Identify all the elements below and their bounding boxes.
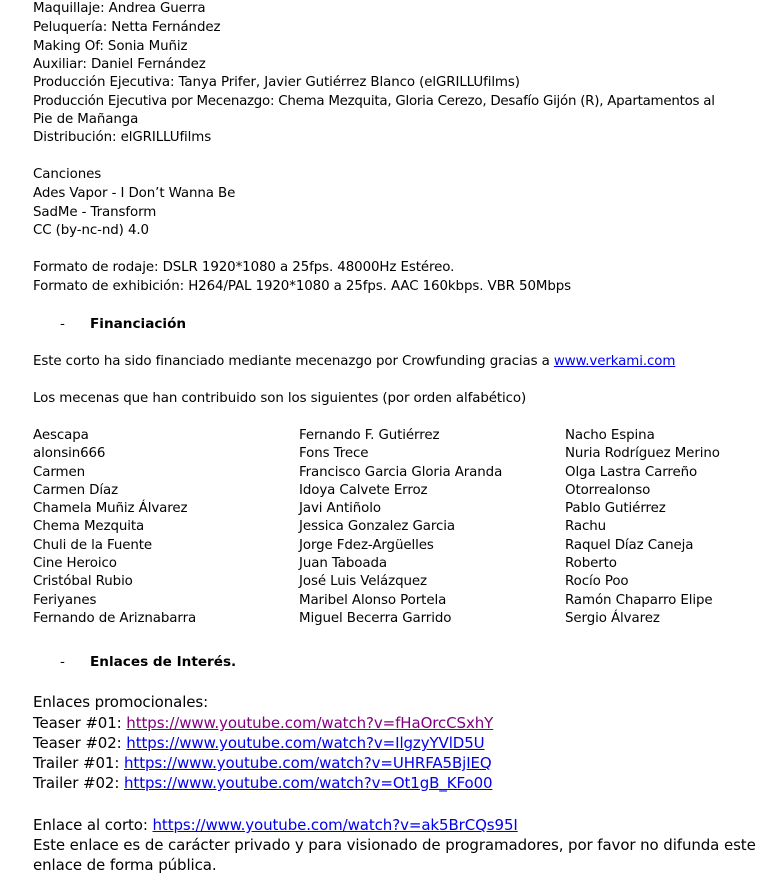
patron-name: Cine Heroico xyxy=(33,556,117,572)
patron-name: Fernando F. Gutiérrez xyxy=(299,428,440,443)
patron-name: Nacho Espina xyxy=(565,428,655,443)
patron-name: Pablo Gutiérrez xyxy=(565,501,666,517)
credit-assistant: Auxiliar: Daniel Fernández xyxy=(33,57,206,72)
patron-name: Sergio Álvarez xyxy=(565,610,660,626)
patron-name: Carmen Díaz xyxy=(33,482,119,498)
patron-name: Idoya Calvete Erroz xyxy=(299,482,428,498)
financing-heading-text: Financiación xyxy=(90,316,187,332)
song-license: CC (by-nc-nd) 4.0 xyxy=(33,223,149,238)
short-film-link[interactable]: https://www.youtube.com/watch?v=ak5BrCQs95I xyxy=(152,816,518,834)
patron-name: José Luis Velázquez xyxy=(299,574,427,590)
financing-text-prefix: Este corto ha sido financiado mediante mecenazgo por Crowfunding gracias a xyxy=(33,354,554,369)
patron-name: Maribel Alonso Portela xyxy=(299,592,447,608)
patron-name: Olga Lastra Carreño xyxy=(565,464,698,480)
promo-link-label: Trailer #02: xyxy=(33,774,124,792)
patron-name: Jorge Fdez-Argüelles xyxy=(299,537,434,553)
promo-link-label: Teaser #01: xyxy=(33,714,127,732)
credit-hair: Peluquería: Netta Fernández xyxy=(33,20,221,35)
credit-executive-production: Producción Ejecutiva: Tanya Prifer, Javier Gutiérrez Blanco (elGRILLUfilms) xyxy=(33,75,520,90)
promo-link-row xyxy=(33,713,493,733)
patron-name: Miguel Becerra Garrido xyxy=(299,610,452,626)
credit-makeup: Maquillaje: Andrea Guerra xyxy=(33,1,206,16)
teaser-01-link[interactable]: https://www.youtube.com/watch?v=fHaOrcCSxhY xyxy=(126,714,494,732)
promo-link-row xyxy=(33,733,485,753)
patron-name: Jessica Gonzalez Garcia xyxy=(299,519,456,535)
patron-name: Chuli de la Fuente xyxy=(33,537,153,553)
credit-crowdfunding-production: Producción Ejecutiva por Mecenazgo: Chema Mezquita, Gloria Cerezo, Desafío Gijón (R), Apartamentos al xyxy=(33,94,715,109)
patrons-column-1 xyxy=(33,427,196,628)
links-heading-text: Enlaces de Interés. xyxy=(90,654,237,670)
short-link-label: Enlace al corto: xyxy=(33,816,153,834)
song-2: SadMe - Transform xyxy=(33,205,157,220)
credit-making-of: Making Of: Sonia Muñiz xyxy=(33,39,188,54)
trailer-02-link[interactable]: https://www.youtube.com/watch?v=Ot1gB_KFo00 xyxy=(124,774,493,792)
bullet-dash: - xyxy=(60,316,65,332)
patron-name: Juan Taboada xyxy=(299,556,387,572)
financing-heading xyxy=(60,315,186,333)
patrons-intro: Los mecenas que han contribuido son los siguientes (por orden alfabético) xyxy=(33,391,527,406)
private-notice-line-2: enlace de forma pública. xyxy=(33,856,217,874)
trailer-01-link[interactable]: https://www.youtube.com/watch?v=UHRFA5BjIEQ xyxy=(124,754,492,772)
shooting-format: Formato de rodaje: DSLR 1920*1080 a 25fps. 48000Hz Estéreo. xyxy=(33,260,455,275)
patron-name: Raquel Díaz Caneja xyxy=(565,537,694,553)
patrons-column-2 xyxy=(299,427,502,628)
patron-name: Javi Antiñolo xyxy=(299,501,381,517)
patron-name: Fernando de Ariznabarra xyxy=(33,610,197,626)
patron-name: Aescapa xyxy=(33,428,89,443)
patron-name: Rocío Poo xyxy=(565,574,629,590)
songs-title: Canciones xyxy=(33,167,102,182)
private-notice-line-1: Este enlace es de carácter privado y para visionado de programadores, por favor no difunda este xyxy=(33,836,756,854)
patrons-column-3 xyxy=(565,427,720,628)
patron-name: Ramón Chaparro Elipe xyxy=(565,592,713,608)
verkami-link[interactable]: www.verkami.com xyxy=(553,354,676,369)
promo-link-label: Trailer #01: xyxy=(33,754,124,772)
credit-crowdfunding-production-cont: Pie de Mañanga xyxy=(33,112,139,127)
patron-name: Rachu xyxy=(565,519,607,535)
promo-links-title: Enlaces promocionales: xyxy=(33,693,209,711)
bullet-dash: - xyxy=(60,654,65,670)
patron-name: alonsin666 xyxy=(33,446,106,462)
credit-distribution: Distribución: elGRILLUfilms xyxy=(33,130,212,145)
patron-name: Fons Trece xyxy=(299,446,369,462)
patron-name: Francisco Garcia Gloria Aranda xyxy=(299,464,503,480)
song-1: Ades Vapor - I Don’t Wanna Be xyxy=(33,186,236,201)
patron-name: Nuria Rodríguez Merino xyxy=(565,446,720,462)
patron-name: Carmen xyxy=(33,464,85,480)
patron-name: Feriyanes xyxy=(33,592,97,608)
exhibition-format: Formato de exhibición: H264/PAL 1920*1080 a 25fps. AAC 160kbps. VBR 50Mbps xyxy=(33,279,572,294)
financing-text xyxy=(33,353,675,371)
patron-name: Chamela Muñiz Álvarez xyxy=(33,501,188,517)
patron-name: Chema Mezquita xyxy=(33,519,145,535)
teaser-02-link[interactable]: https://www.youtube.com/watch?v=IlgzyYVlD5U xyxy=(126,734,485,752)
promo-link-label: Teaser #02: xyxy=(33,734,127,752)
links-heading xyxy=(60,653,236,671)
patron-name: Roberto xyxy=(565,556,617,572)
patron-name: Otorrealonso xyxy=(565,482,651,498)
promo-link-row xyxy=(33,753,492,773)
promo-link-row xyxy=(33,773,492,793)
short-link-row xyxy=(33,815,518,835)
patron-name: Cristóbal Rubio xyxy=(33,574,133,590)
